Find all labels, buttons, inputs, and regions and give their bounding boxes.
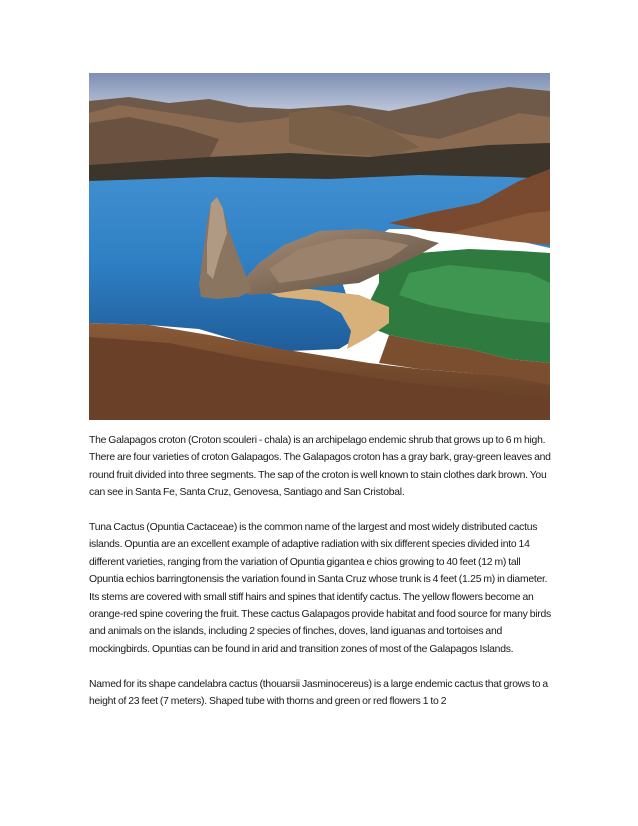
galapagos-landscape-photo xyxy=(89,73,550,420)
body-text xyxy=(89,432,551,710)
paragraph-candelabra-cactus: Named for its shape candelabra cactus (thouarsii Jasminocereus) is a large endemic cactus that grows to a height of 23 feet (7 meters). Shaped tube with thorns and green or red flowers 1 to 2 xyxy=(89,678,548,708)
paragraph-tuna-cactus: Tuna Cactus (Opuntia Cactaceae) is the common name of the largest and most widely distributed cactus islands. Opuntia are an excellent example of adaptive radiation with six different species divided into 14 different varieties, ranging from the variation of Opuntia gigantea e chios growing to 40 feet (12 m) tall Opuntia echios barringtonensis the variation found in Santa Cruz whose trunk is 4 feet (1.25 m) in diameter. Its stems are covered with small stiff hairs and spines that identify cactus. The yellow flowers become an orange-red spine covering the fruit. These cactus Galapagos provide habitat and food source for many birds and animals on the islands, including 2 species of finches, doves, land iguanas and tortoises and mockingbirds. Opuntias can be found in arid and transition zones of most of the Galapagos Islands. xyxy=(89,522,551,655)
paragraph-croton: The Galapagos croton (Croton scouleri - chala) is an archipelago endemic shrub that grows up to 6 m high. There are four varieties of croton Galapagos. The Galapagos croton has a gray bark, gray-green leaves and round fruit divided into three segments. The sap of the croton is well known to stain clothes dark brown. You can see in Santa Fe, Santa Cruz, Genovesa, Santiago and San Cristobal. xyxy=(89,435,551,499)
